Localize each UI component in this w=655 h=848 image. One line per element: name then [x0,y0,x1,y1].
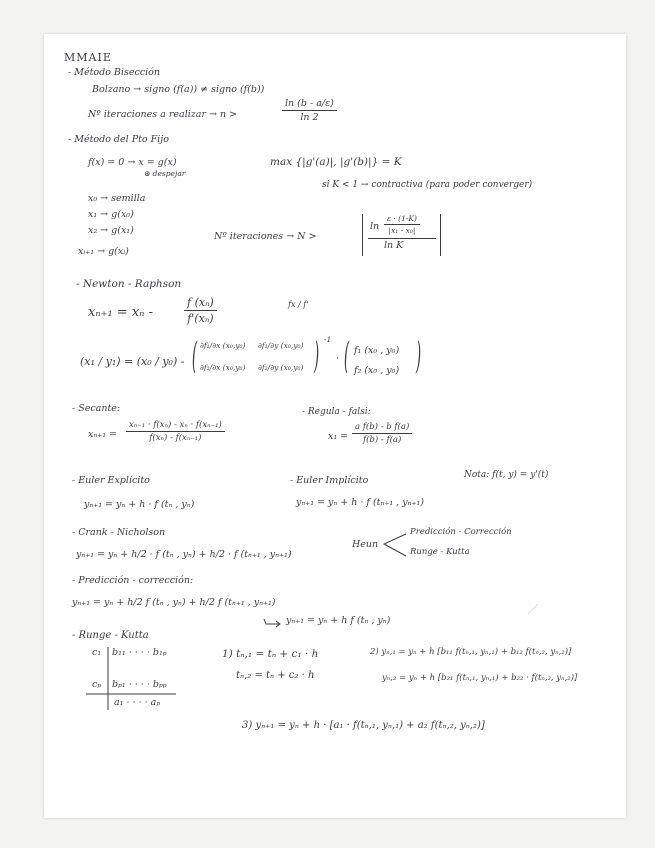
biseccion-heading: - Método Bisección [68,67,160,78]
vector-paren-close: ) [416,337,422,380]
secante-den: f(xₙ) - f(xₙ₋₁) [149,433,202,443]
newton-num: f (xₙ) [184,296,217,311]
newton-system-lhs: (x₁ / y₁) = (x₀ / y₀) - [80,355,185,368]
seed-x0: x₀ → semilla [88,193,146,204]
max-derivative: max {|g'(a)|, |g'(b)|} = K [270,156,402,168]
euler-explicito-heading: - Euler Explícito [72,475,150,486]
vector-paren-open: ( [344,337,350,380]
rk-step2-y1: 2) yₙ,₁ = yₙ + h [b₁₁ f(tₙ,₁, yₙ,₁) + b₁₂ f(tₙ,₂, yₙ,₂)] [370,647,572,657]
tableau-a-row: a₁ · · · · aₚ [114,697,161,708]
iter-xi: xᵢ₊₁ → g(xᵢ) [78,246,129,257]
iter-x1: x₁ → g(x₀) [88,209,134,220]
jacobian-m21: ∂f₂/∂x (x₀,y₀) [200,363,246,372]
biseccion-iter-den: ln 2 [300,112,319,123]
bolzano-condition: Bolzano → signo (f(a)) ≠ signo (f(b)) [92,84,265,95]
page-title: MMAIE [64,51,112,64]
n-inner-num: ε · (1-K) [384,214,420,225]
regula-falsi-num: a f(b) - b f(a) [352,422,412,434]
vector-f2: f₂ (x₀ , y₀) [354,365,400,376]
prediccion-eq: yₙ₊₁ = yₙ + h/2 f (tₙ , yₙ) + h/2 f (tₙ₊₁ , yₙ₊₁) [72,597,276,608]
secante-num: xₙ₋₁ · f(xₙ) - xₙ · f(xₙ₋₁) [126,420,225,432]
nota-f-definition: Nota: f(t, y) = y'(t) [464,470,549,480]
heun-option-prediccion: Predicción - Corrección [410,527,512,537]
vector-f1: f₁ (x₀ , y₀) [354,345,400,356]
runge-kutta-heading: - Runge - Kutta [72,630,149,641]
n-ln-label: ln [370,221,380,232]
tableau-b-rowp: bₚ₁ · · · · bₚₚ [112,679,167,690]
notes-page [44,34,626,818]
prediccion-heading: - Predicción - corrección: [72,575,194,586]
despejar-note: ⊛ despejar [144,169,186,178]
newton-den: f'(xₙ) [187,312,214,325]
crank-nicholson-heading: - Crank - Nicholson [72,527,166,538]
heun-option-runge-kutta: Runge - Kutta [410,547,470,557]
jacobian-m22: ∂f₂/∂y (x₀,y₀) [258,363,304,372]
rk-step1-t1: 1) tₙ,₁ = tₙ + c₁ · h [222,648,319,660]
n-inner-den: |x₁ - x₀| [388,226,416,235]
prediccion-arrow-eq: yₙ₊₁ = yₙ + h f (tₙ , yₙ) [286,615,391,626]
jacobian-m11: ∂f₁/∂x (x₀,y₀) [200,341,246,350]
tableau-b-row1: b₁₁ · · · · b₁ₚ [112,647,167,658]
newton-heading: - Newton - Raphson [76,278,182,290]
euler-implicito-heading: - Euler Implícito [290,475,369,486]
rk-step2-y2: yₙ,₂ = yₙ + h [b₂₁ f(tₙ,₁, yₙ,₁) + b₂₂ · f(tₙ,₂, yₙ,₂)] [382,673,578,683]
rk-step1-t2: tₙ,₂ = tₙ + c₂ · h [236,670,315,681]
rk-step3-final: 3) yₙ₊₁ = yₙ + h · [a₁ · f(tₙ,₁, yₙ,₁) + a₂ f(tₙ,₂, yₙ,₂)] [242,720,485,731]
contractiva-note: si K < 1 → contractiva (para poder converger) [322,180,533,190]
newton-side-note: fx / f' [288,300,309,309]
tableau-cp: cₚ [92,679,102,690]
iter-x2: x₂ → g(x₁) [88,225,134,236]
newton-lhs: xₙ₊₁ = xₙ - [88,305,153,320]
secante-lhs: xₙ₊₁ = [88,429,118,440]
biseccion-iter-label: Nº iteraciones a realizar → n > [88,109,238,120]
secante-heading: - Secante: [72,403,121,414]
heun-label: Heun [352,539,379,550]
matrix-dot: · [336,353,340,364]
euler-implicito-eq: yₙ₊₁ = yₙ + h · f (tₙ₊₁ , yₙ₊₁) [296,497,424,508]
crank-nicholson-eq: yₙ₊₁ = yₙ + h/2 · f (tₙ , yₙ) + h/2 · f (tₙ₊₁ , yₙ₊₁) [76,549,292,560]
punto-fijo-heading: - Método del Pto Fijo [68,134,169,145]
matrix-paren-open: ( [192,337,198,380]
tableau-c1: c₁ [92,647,102,658]
inverse-exponent: -1 [324,335,332,344]
matrix-paren-close: ) [314,337,320,380]
regula-falsi-den: f(b) - f(a) [362,435,402,445]
euler-explicito-eq: yₙ₊₁ = yₙ + h · f (tₙ , yₙ) [84,499,195,510]
punto-fijo-n-label: Nº iteraciones → N > [214,231,317,242]
jacobian-m12: ∂f₁/∂y (x₀,y₀) [258,341,304,350]
n-den: ln K [384,240,404,251]
regula-falsi-heading: - Regula - falsi: [302,407,371,417]
punto-fijo-equation: f(x) = 0 → x = g(x) [88,157,177,168]
regula-falsi-lhs: x₁ = [328,431,349,442]
biseccion-iter-num: ln (b - a/ε) [282,98,337,111]
